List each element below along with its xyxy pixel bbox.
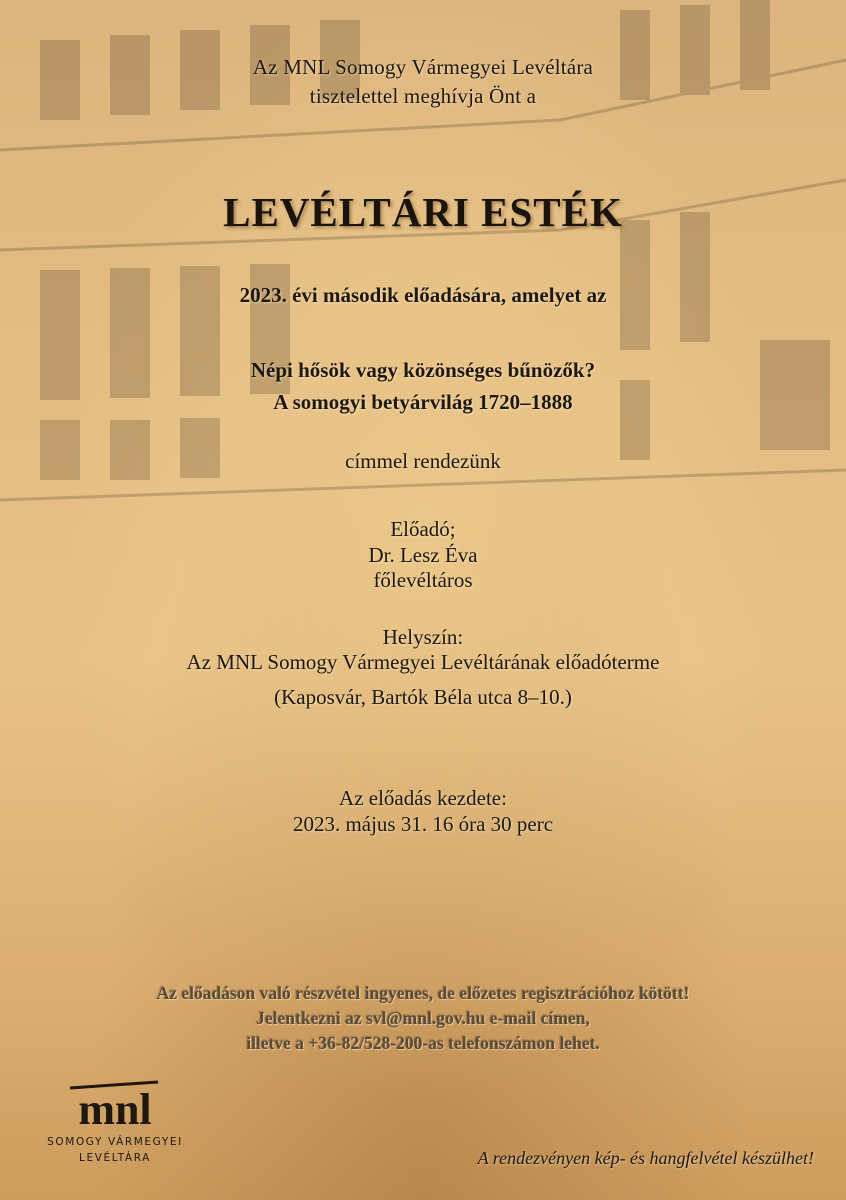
mnl-logo bbox=[30, 1078, 200, 1170]
start-label: Az előadás kezdete: bbox=[339, 786, 507, 810]
lecture-title-line2: A somogyi betyárvilág 1720–1888 bbox=[273, 390, 573, 414]
speaker-role: főlevéltáros bbox=[373, 568, 473, 592]
speaker-label: Előadó; bbox=[390, 517, 456, 541]
recording-notice: A rendezvényen kép- és hangfelvétel készülhet! bbox=[477, 1148, 814, 1168]
footer-phone-note: illetve a +36-82/528-200-as telefonszámon lehet. bbox=[246, 1033, 600, 1053]
venue-label: Helyszín: bbox=[382, 625, 464, 649]
venue-name: Az MNL Somogy Vármegyei Levéltárának előadóterme bbox=[186, 650, 660, 674]
logo-line2: LEVÉLTÁRA bbox=[79, 1152, 151, 1164]
header-organizer: Az MNL Somogy Vármegyei Levéltára bbox=[252, 55, 594, 79]
mnl-logo-mark bbox=[30, 1078, 200, 1128]
start-datetime: 2023. május 31. 16 óra 30 perc bbox=[292, 812, 554, 836]
footer-registration-note: Az előadáson való részvétel ingyenes, de előzetes regisztrációhoz kötött! bbox=[156, 983, 690, 1003]
header-invitation: tisztelettel meghívja Önt a bbox=[309, 84, 537, 108]
venue-address: (Kaposvár, Bartók Béla utca 8–10.) bbox=[274, 685, 572, 709]
logo-line1: SOMOGY VÁRMEGYEI bbox=[47, 1136, 183, 1148]
organized-text: címmel rendezünk bbox=[345, 449, 501, 473]
mnl-logo-lettering: mnl bbox=[78, 1085, 152, 1128]
footer-email-note: Jelentkezni az svl@mnl.gov.hu e-mail címen, bbox=[256, 1008, 590, 1028]
event-title: LEVÉLTÁRI ESTÉK bbox=[223, 189, 623, 235]
intro-text: 2023. évi második előadására, amelyet az bbox=[239, 283, 607, 307]
lecture-title-line1: Népi hősök vagy közönséges bűnözők? bbox=[250, 358, 596, 382]
speaker-name: Dr. Lesz Éva bbox=[368, 543, 478, 567]
